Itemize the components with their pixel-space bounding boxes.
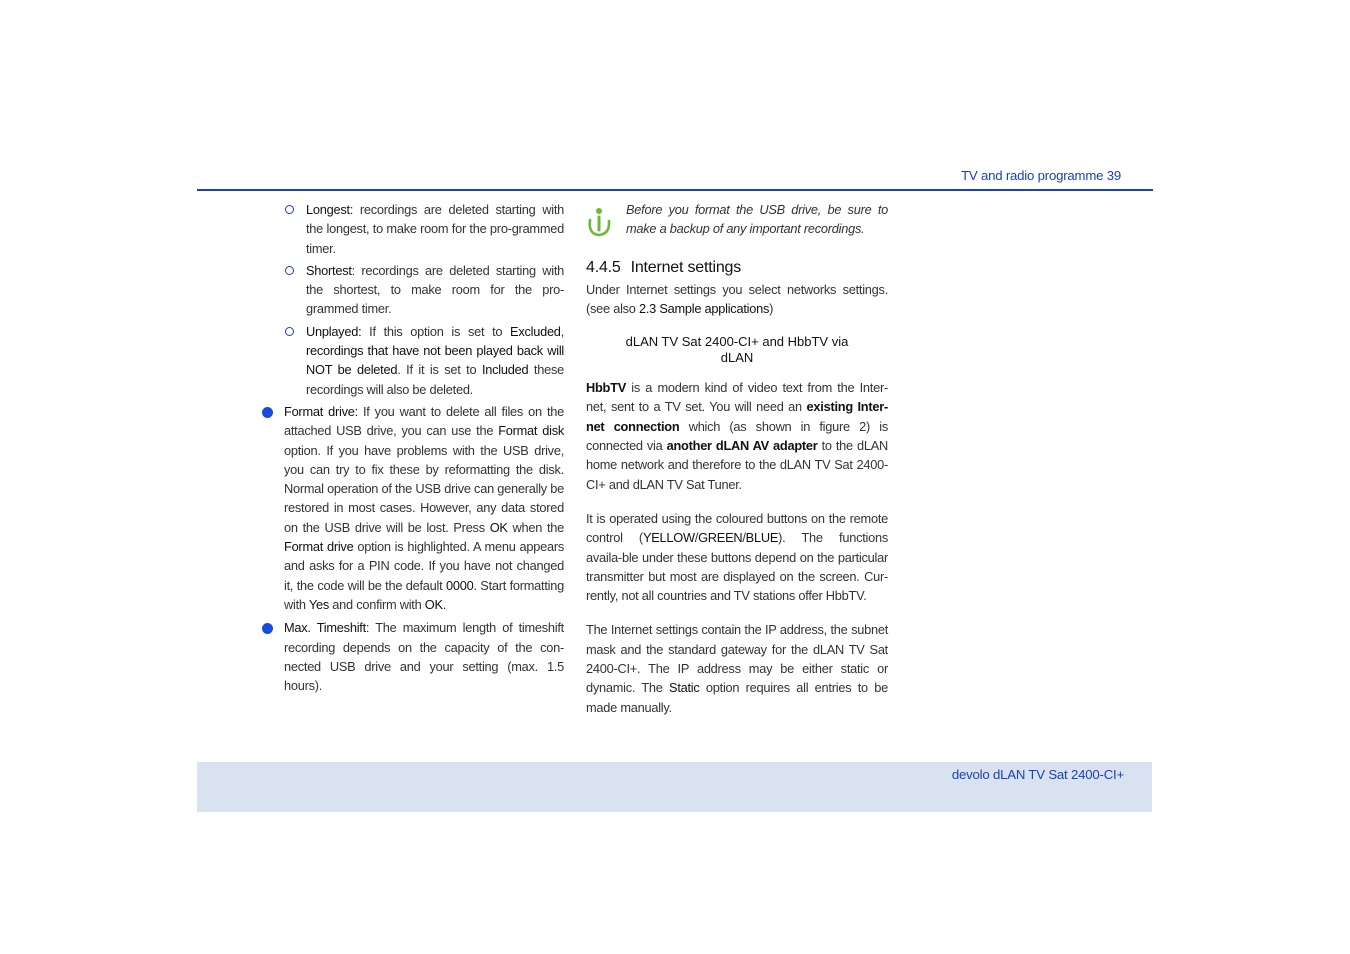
text: ) xyxy=(769,300,774,316)
caption-line: dLAN xyxy=(720,350,754,366)
footer-band xyxy=(197,762,1152,812)
keyword: 0000 xyxy=(445,577,474,593)
term: Format drive: xyxy=(284,403,358,419)
keyword: BLUE xyxy=(745,530,779,546)
item-text: : The maximum length of timeshift recording depends on the capacity of the con-nected USB drive and your setting (max. 1.5 hours). xyxy=(284,620,564,694)
running-header: TV and radio programme 39 xyxy=(961,168,1121,183)
text: and confirm with xyxy=(328,596,425,612)
figure-caption xyxy=(586,334,888,366)
text: If this option is set to xyxy=(361,323,511,339)
sample-applications-link[interactable]: 2.3 Sample applications xyxy=(638,300,770,316)
term: Longest xyxy=(306,202,350,217)
text: when the xyxy=(507,519,565,535)
caption-line: dLAN TV Sat 2400-CI+ and HbbTV via xyxy=(625,334,849,350)
text: Under Internet settings you select networks settings. (see also xyxy=(586,281,888,316)
hbbtv-paragraph xyxy=(586,378,888,494)
note-box xyxy=(586,200,888,239)
buttons-paragraph xyxy=(586,509,888,605)
text: option requires all entries to be made manually. xyxy=(586,680,888,715)
list-item-longest xyxy=(262,200,564,258)
ip-paragraph xyxy=(586,620,888,716)
keyword: YELLOW xyxy=(642,530,695,546)
circle-bullet-icon xyxy=(285,205,294,214)
text: to the dLAN home network and therefore to the dLAN TV Sat 2400-CI+ and dLAN TV Sat Tuner. xyxy=(586,438,889,492)
text: ). The functions availa-ble under these buttons depend on the particular transmitter but most are displayed on the screen. Cur-rently, not all countries and TV stations offer HbbTV. xyxy=(586,530,888,604)
item-text: : recordings are deleted starting with the shortest, to make room for the pro-grammed timer. xyxy=(306,262,564,317)
intro-paragraph xyxy=(586,280,888,319)
text: is a modern kind of video text from the Inter-net, sent to a TV set. You will need an xyxy=(586,380,888,415)
list-item-format-drive xyxy=(262,402,564,614)
keyword: existing Inter-net connection xyxy=(586,399,888,434)
keyword: recordings that have not been played back will NOT be deleted xyxy=(306,343,564,378)
keyword: OK xyxy=(489,519,508,535)
note-text: Before you format the USB drive, be sure to make a backup of any important recordings. xyxy=(626,202,888,237)
text: / xyxy=(694,530,699,546)
text: which (as shown in figure 2) is connected via xyxy=(586,418,888,454)
left-column xyxy=(262,200,564,699)
item-text: : recordings are deleted starting with the longest, to make room for the pro-grammed timer. xyxy=(306,202,564,256)
text: option. If you have problems with the USB drive, you can try to fix these by reformatting the disk. Normal operation of the USB drive can generally be restored in most cases. However, any data stored on the USB drive will be lost. Press xyxy=(284,442,564,535)
term: Shortest xyxy=(306,262,352,278)
keyword: OK xyxy=(424,596,443,612)
keyword: Excluded xyxy=(510,323,561,339)
keyword: HbbTV xyxy=(586,380,626,396)
dot-bullet-icon xyxy=(262,407,273,418)
circle-bullet-icon xyxy=(285,327,294,336)
keyword: Format drive xyxy=(284,539,354,555)
keyword: another dLAN AV adapter xyxy=(666,438,818,454)
dot-bullet-icon xyxy=(262,623,273,634)
text: / xyxy=(742,530,746,546)
text: The Internet settings contain the IP address, the subnet mask and the standard gateway for the dLAN TV Sat 2400-CI+. The IP address may be either static or dynamic. The xyxy=(586,622,888,696)
list-item-shortest xyxy=(262,261,564,319)
right-column xyxy=(586,200,888,717)
text: . Start formatting with xyxy=(284,577,564,612)
text: . xyxy=(442,596,447,612)
text: option is highlighted. A menu appears and asks for a PIN code. If you have not changed it, the code will be the default xyxy=(284,539,564,593)
keyword: GREEN xyxy=(698,530,743,546)
term: Max. Timeshift xyxy=(284,620,366,636)
text: It is operated using the coloured buttons on the remote control ( xyxy=(586,510,888,546)
info-hand-icon xyxy=(586,204,614,238)
keyword: Included xyxy=(481,362,529,378)
list-item-max-timeshift xyxy=(262,618,564,695)
keyword: Static xyxy=(669,680,700,696)
header-rule xyxy=(197,189,1153,191)
text: these recordings will also be deleted. xyxy=(306,362,564,397)
text: If you want to delete all files on the attached USB drive, you can use the xyxy=(284,403,564,439)
text: , xyxy=(560,323,564,339)
list-item-unplayed xyxy=(262,322,564,399)
circle-bullet-icon xyxy=(285,266,294,275)
section-number: 4.4.5 xyxy=(586,258,621,276)
section-title: Internet settings xyxy=(630,258,742,276)
section-heading xyxy=(586,259,888,277)
term: Unplayed: xyxy=(306,323,362,339)
text: . If it is set to xyxy=(397,362,482,378)
keyword: Format disk xyxy=(498,423,564,439)
footer-title: devolo dLAN TV Sat 2400-CI+ xyxy=(951,767,1124,782)
keyword: Yes xyxy=(308,596,329,612)
